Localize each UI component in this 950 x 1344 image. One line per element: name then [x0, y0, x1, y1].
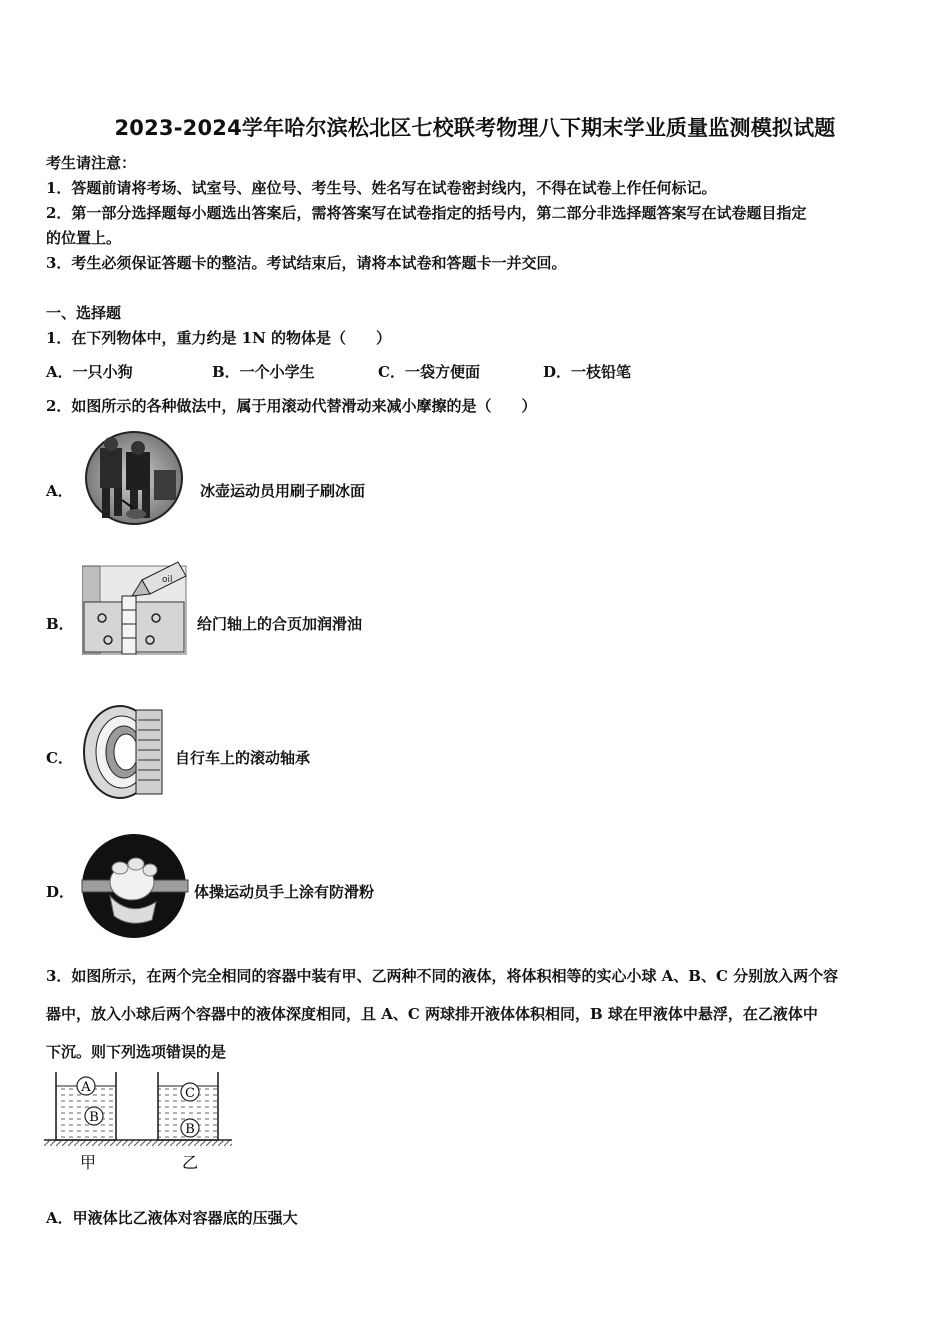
- ball-b-left: [85, 1107, 103, 1125]
- q2-option-a-text: 冰壶运动员用刷子刷冰面: [200, 482, 366, 500]
- q2-option-d-letter: D．: [46, 883, 75, 901]
- notice-item: 1．答题前请将考场、试室号、座位号、考生号、姓名写在试卷密封线内，不得在试卷上作任何标记。: [46, 179, 717, 197]
- question-3-line: 3．如图所示，在两个完全相同的容器中装有甲、乙两种不同的液体，将体积相等的实心小球 A、B、C 分别放入两个容: [46, 967, 839, 985]
- svg-text:B: B: [185, 1122, 195, 1137]
- q1-option-a: A．一只小狗: [46, 363, 133, 381]
- q3-option-a: A．甲液体比乙液体对容器底的压强大: [46, 1209, 298, 1227]
- ball-c: [181, 1083, 199, 1101]
- q2-option-a-letter: A．: [46, 482, 73, 500]
- question-1-stem: 1．在下列物体中，重力约是 1N 的物体是（ ）: [46, 329, 392, 347]
- label-yi: 乙: [181, 1153, 199, 1172]
- ball-b-right: [181, 1119, 199, 1137]
- curling-photo: [82, 430, 192, 526]
- label-jia: 甲: [79, 1153, 97, 1172]
- hinge-oil-drawing: [82, 560, 188, 656]
- ball-a: [77, 1077, 95, 1095]
- svg-text:A: A: [81, 1080, 91, 1095]
- notice-heading: 考生请注意：: [46, 154, 137, 172]
- q2-option-b-text: 给门轴上的合页加润滑油: [197, 615, 363, 633]
- bearing-drawing: [80, 700, 166, 802]
- notice-item: 2．第一部分选择题每小题选出答案后，需将答案写在试卷指定的括号内，第二部分非选择题答案写在试卷题目指定: [46, 204, 807, 222]
- gymnast-hand-photo: [80, 832, 192, 940]
- svg-text:oil: oil: [162, 575, 173, 585]
- notice-item: 的位置上。: [46, 229, 122, 247]
- q2-option-c-letter: C．: [46, 749, 73, 767]
- question-3-line: 器中，放入小球后两个容器中的液体深度相同，且 A、C 两球排开液体体积相同，B 球在甲液体中悬浮，在乙液体中: [46, 1005, 818, 1023]
- q2-option-c-text: 自行车上的滚动轴承: [175, 749, 311, 767]
- q1-option-d: D．一枝铅笔: [543, 363, 632, 381]
- q2-option-d-text: 体操运动员手上涂有防滑粉: [194, 883, 375, 901]
- q1-option-c: C．一袋方便面: [378, 363, 480, 381]
- question-3-line: 下沉。则下列选项错误的是: [46, 1043, 227, 1061]
- q1-option-b: B．一个小学生: [212, 363, 315, 381]
- svg-text:B: B: [89, 1110, 99, 1125]
- question-2-stem: 2．如图所示的各种做法中，属于用滚动代替滑动来减小摩擦的是（ ）: [46, 397, 537, 415]
- svg-text:C: C: [185, 1086, 195, 1101]
- page-title: 2023-2024学年哈尔滨松北区七校联考物理八下期末学业质量监测模拟试题: [114, 116, 836, 140]
- notice-item: 3．考生必须保证答题卡的整洁。考试结束后，请将本试卷和答题卡一并交回。: [46, 254, 567, 272]
- containers-figure: [44, 1068, 234, 1174]
- q2-option-b-letter: B．: [46, 615, 74, 633]
- section-heading: 一、选择题: [46, 304, 122, 322]
